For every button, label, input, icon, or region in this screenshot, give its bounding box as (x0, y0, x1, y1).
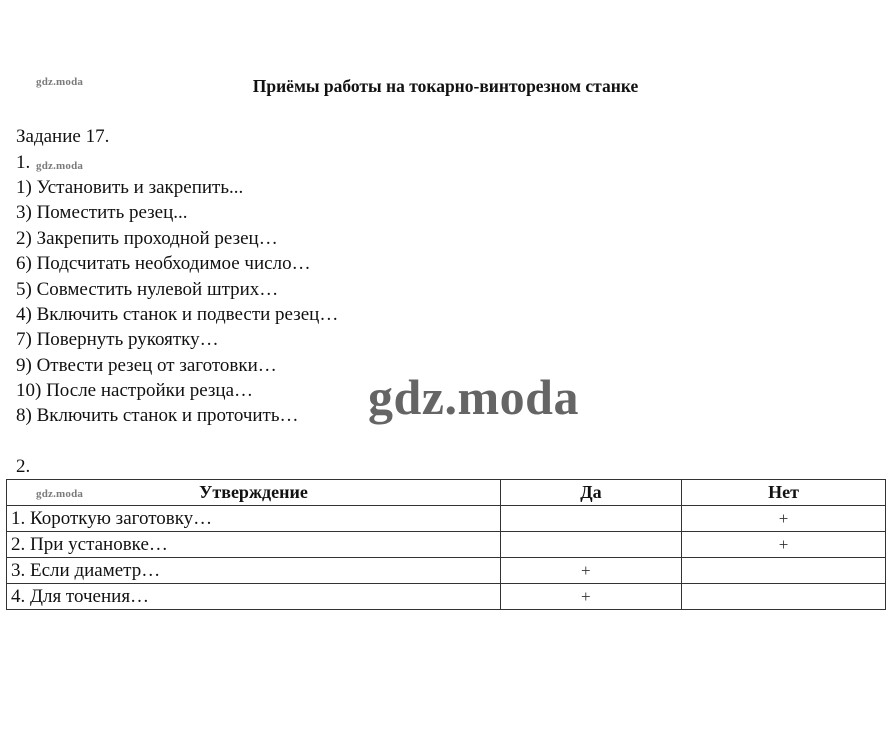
task-heading: Задание 17. (16, 126, 110, 147)
no-cell (682, 584, 886, 610)
watermark-large: gdz.moda (368, 369, 579, 425)
table-row (7, 584, 886, 610)
step-item: 10) После настройки резца… (16, 380, 254, 401)
step-item: 6) Подсчитать необходимое число… (16, 253, 311, 274)
page-title: Приёмы работы на токарно-винторезном станке (252, 76, 639, 96)
step-item: 3) Поместить резец... (16, 202, 188, 223)
step-item: 9) Отвести резец от заготовки… (16, 355, 277, 376)
no-cell (682, 558, 886, 584)
step-item: 2) Закрепить проходной резец… (16, 228, 278, 249)
table-row (7, 558, 886, 584)
step-item: 7) Повернуть рукоятку… (16, 329, 219, 350)
statement-cell: 1. Короткую заготовку… (7, 506, 501, 532)
step-item: 4) Включить станок и подвести резец… (16, 304, 339, 325)
section-2-number: 2. (16, 456, 31, 477)
statements-table (6, 479, 886, 610)
yes-cell (501, 506, 682, 532)
no-cell: + (682, 506, 886, 532)
header-yes: Да (501, 480, 682, 506)
statement-cell: 4. Для точения… (7, 584, 501, 610)
no-cell: + (682, 532, 886, 558)
step-item: 5) Совместить нулевой штрих… (16, 279, 279, 300)
yes-cell: + (501, 584, 682, 610)
header-no: Нет (682, 480, 886, 506)
table-row (7, 506, 886, 532)
yes-cell: + (501, 558, 682, 584)
yes-cell (501, 532, 682, 558)
statement-cell: 3. Если диаметр… (7, 558, 501, 584)
table-header-row (7, 480, 886, 506)
statement-cell: 2. При установке… (7, 532, 501, 558)
watermark-small: gdz.moda (36, 76, 84, 88)
section-1-number: 1. (16, 152, 31, 173)
watermark-small: gdz.moda (36, 488, 84, 500)
header-statement: Утверждение (7, 480, 501, 506)
step-item: 8) Включить станок и проточить… (16, 405, 299, 426)
watermark-small: gdz.moda (36, 160, 84, 172)
step-item: 1) Установить и закрепить... (16, 177, 244, 198)
table-row (7, 532, 886, 558)
